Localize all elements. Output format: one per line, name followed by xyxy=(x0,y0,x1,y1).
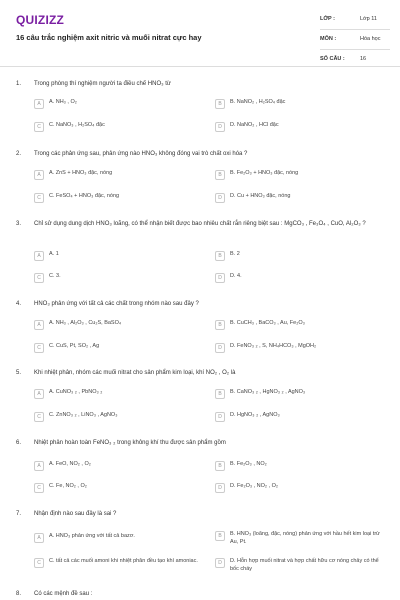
option-b[interactable] xyxy=(215,461,380,471)
option-letter: C xyxy=(34,122,44,132)
option-text: A. CuNO₃ ₂ , PbNO₃ ₂ xyxy=(49,389,103,395)
question-number: 2. xyxy=(16,151,22,157)
option-letter: C xyxy=(34,343,44,353)
option-text: A. ZnS + HNO₃ đặc, nóng xyxy=(49,170,113,176)
option-text: D. Hỗn hợp muối nitrat và hợp chất hữu cơ nóng chảy có thể bốc cháy xyxy=(230,558,379,572)
question-number: 1. xyxy=(16,81,22,87)
option-text: A. NH₃ , Al₂O₃ , Cu₂S, BaSO₄ xyxy=(49,320,122,326)
option-letter: B xyxy=(215,170,225,180)
option-letter: D xyxy=(215,412,225,422)
option-text: C. Fe, NO₂ , O₂ xyxy=(49,483,87,489)
option-c[interactable] xyxy=(34,412,199,422)
header-divider xyxy=(0,66,400,67)
question-text: Trong phòng thí nghiệm người ta điều chế HNO₃ từ xyxy=(34,81,171,87)
option-letter: A xyxy=(34,389,44,399)
meta-label: SỐ CÂU : xyxy=(320,56,345,63)
option-text: C. ZnNO₃ ₂ , LiNO₃ , AgNO₃ xyxy=(49,412,118,418)
option-text: B. CuCH₃ , BaCO₃ , Au, Fe₂O₃ xyxy=(230,320,305,326)
option-b[interactable] xyxy=(215,251,380,261)
option-text: D. FeNO₃ ₂ , S, NH₄HCO₃ , MgOH₂ xyxy=(230,343,317,349)
question-number: 6. xyxy=(16,440,22,446)
question-number: 8. xyxy=(16,591,22,597)
option-text: B. 2 xyxy=(230,251,240,257)
option-b[interactable] xyxy=(215,99,380,109)
question-text: Chỉ sử dụng dung dịch HNO₃ loãng, có thể nhận biết được bao nhiêu chất rắn riêng biệt sau : MgCO₃ , Fe₃O₄ , CuO, Al₂O₃ ? xyxy=(34,221,366,227)
meta-row-count xyxy=(320,50,390,70)
option-text: D. Cu + HNO₃ đặc, nóng xyxy=(230,193,291,199)
question-text: Khi nhiệt phân, nhóm các muối nitrat cho sản phẩm kim loại, khí NO₂ , O₂ là xyxy=(34,370,236,376)
option-b[interactable] xyxy=(215,170,380,180)
option-text: C. NaNO₃ , H₂SO₄ đặc xyxy=(49,122,105,128)
option-letter: C xyxy=(34,193,44,203)
option-c[interactable] xyxy=(34,483,199,493)
option-c[interactable] xyxy=(34,193,199,203)
option-letter: B xyxy=(215,461,225,471)
question-text: Nhiệt phân hoàn toàn FeNO₃ ₂ trong không khí thu được sản phẩm gồm xyxy=(34,440,226,446)
option-letter: D xyxy=(215,193,225,203)
option-d[interactable] xyxy=(215,343,380,353)
meta-row-class xyxy=(320,10,390,30)
option-c[interactable] xyxy=(34,273,199,283)
option-text: A. NH₃ , O₂ xyxy=(49,99,77,105)
option-text: C. FeSO₄ + HNO₃ đặc, nóng xyxy=(49,193,120,199)
option-letter: B xyxy=(215,531,225,541)
option-letter: A xyxy=(34,320,44,330)
option-letter: D xyxy=(215,273,225,283)
meta-box xyxy=(320,10,390,70)
option-letter: B xyxy=(215,389,225,399)
question-text: Trong các phản ứng sau, phản ứng nào HNO₃ không đóng vai trò chất oxi hóa ? xyxy=(34,151,248,157)
option-a[interactable] xyxy=(34,320,199,330)
option-letter: B xyxy=(215,251,225,261)
option-letter: A xyxy=(34,461,44,471)
option-d[interactable] xyxy=(215,193,380,203)
option-text: C. tất cả các muối amoni khi nhiệt phân đều tạo khí amoniac. xyxy=(49,558,198,564)
option-text: C. 3. xyxy=(49,273,61,279)
meta-value: Lớp 11 xyxy=(360,15,377,22)
option-letter: C xyxy=(34,412,44,422)
meta-value: Hóa học xyxy=(360,35,381,42)
option-a[interactable] xyxy=(34,461,199,471)
option-text: B. Fe₂O₃ + HNO₃ đặc, nóng xyxy=(230,170,299,176)
option-b[interactable] xyxy=(215,531,380,546)
meta-label: MÔN : xyxy=(320,35,337,42)
option-text: B. HNO₃ (loãng, đặc, nóng) phản ứng với hầu hết kim loại trừ Au, Pt. xyxy=(230,531,380,545)
option-a[interactable] xyxy=(34,389,199,399)
option-letter: C xyxy=(34,273,44,283)
question-number: 7. xyxy=(16,511,22,517)
question-text: Nhận định nào sau đây là sai ? xyxy=(34,511,117,517)
option-d[interactable] xyxy=(215,122,380,132)
option-text: A. FeO, NO₂ , O₂ xyxy=(49,461,91,467)
option-b[interactable] xyxy=(215,389,380,399)
option-d[interactable] xyxy=(215,273,380,283)
option-text: B. Fe₂O₃ , NO₂ xyxy=(230,461,267,467)
option-c[interactable] xyxy=(34,122,199,132)
option-letter: A xyxy=(34,170,44,180)
option-text: A. HNO₃ phản ứng với tất cả bazơ. xyxy=(49,533,135,539)
question-text: Có các mệnh đề sau : xyxy=(34,591,93,597)
question-number: 3. xyxy=(16,221,22,227)
option-a[interactable] xyxy=(34,170,199,180)
option-c[interactable] xyxy=(34,558,199,568)
option-text: B. NaNO₂ , H₂SO₄ đặc xyxy=(230,99,286,105)
option-a[interactable] xyxy=(34,251,199,261)
option-text: D. HgNO₃ ₂ , AgNO₃ xyxy=(230,412,280,418)
question-text: HNO₃ phản ứng với tất cả các chất trong nhóm nào sau đây ? xyxy=(34,301,199,307)
page-title: 16 câu trắc nghiệm axit nitric và muối nitrat cực hay xyxy=(16,33,202,42)
option-text: B. CaNO₃ ₂ , HgNO₃ ₂ , AgNO₃ xyxy=(230,389,306,395)
quizizz-logo: QUIZIZZ xyxy=(16,13,65,27)
question-number: 5. xyxy=(16,370,22,376)
option-c[interactable] xyxy=(34,343,199,353)
option-d[interactable] xyxy=(215,558,380,573)
option-letter: A xyxy=(34,533,44,543)
option-letter: B xyxy=(215,99,225,109)
meta-value: 16 xyxy=(360,56,367,63)
option-text: D. NaNO₂ , HCl đặc xyxy=(230,122,279,128)
option-b[interactable] xyxy=(215,320,380,330)
option-letter: A xyxy=(34,251,44,261)
option-d[interactable] xyxy=(215,412,380,422)
option-text: C. CuS, Pt, SO₂ , Ag xyxy=(49,343,100,349)
option-text: A. 1 xyxy=(49,251,59,257)
option-letter: C xyxy=(34,558,44,568)
option-text: D. 4. xyxy=(230,273,242,279)
option-d[interactable] xyxy=(215,483,380,493)
option-text: D. Fe₂O₃ , NO₂ , O₂ xyxy=(230,483,279,489)
option-letter: C xyxy=(34,483,44,493)
question-number: 4. xyxy=(16,301,22,307)
meta-label: LỚP : xyxy=(320,15,335,22)
option-letter: D xyxy=(215,122,225,132)
option-letter: D xyxy=(215,483,225,493)
worksheet-header xyxy=(0,0,400,70)
option-letter: D xyxy=(215,558,225,568)
option-letter: A xyxy=(34,99,44,109)
meta-row-subject xyxy=(320,30,390,50)
option-letter: D xyxy=(215,343,225,353)
option-letter: B xyxy=(215,320,225,330)
option-a[interactable] xyxy=(34,533,199,543)
option-a[interactable] xyxy=(34,99,199,109)
